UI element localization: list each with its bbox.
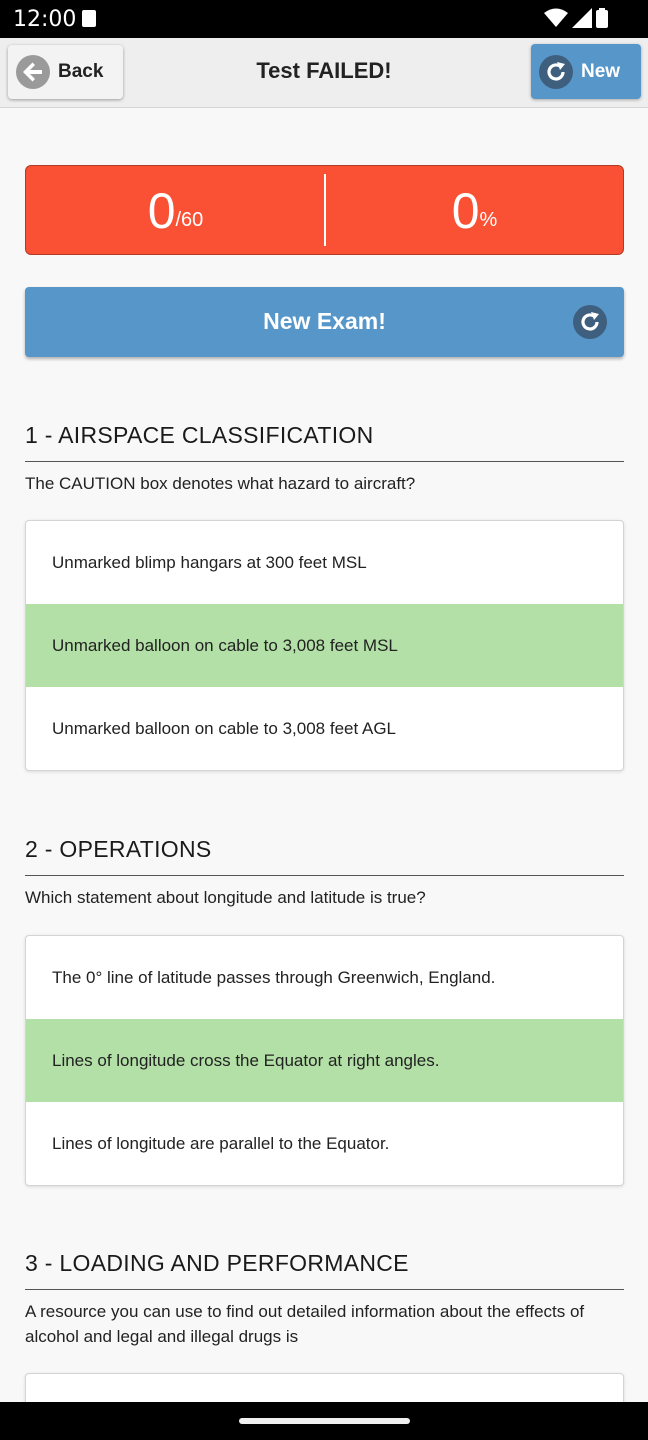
answer-option[interactable]: Unmarked balloon on cable to 3,008 feet AGL	[52, 718, 397, 738]
answer-list	[25, 935, 624, 1186]
back-label: Back	[58, 61, 104, 82]
question-text: The CAUTION box denotes what hazard to aircraft?	[25, 474, 416, 493]
wifi-icon	[544, 8, 568, 28]
divider	[25, 1289, 624, 1290]
refresh-icon	[539, 55, 573, 89]
answer-option[interactable]: Lines of longitude are parallel to the Equator.	[52, 1133, 390, 1153]
new-exam-button[interactable]	[25, 287, 624, 357]
signal-icon	[572, 8, 592, 28]
score-count	[26, 166, 325, 256]
home-gesture-handle[interactable]	[239, 1418, 410, 1424]
score-percent-block	[325, 166, 624, 256]
navigation-bar	[0, 1402, 648, 1440]
question-text: A resource you can use to find out detailed information about the effects of alcohol and legal and illegal drugs is	[25, 1302, 585, 1346]
question-heading: 3 - LOADING AND PERFORMANCE	[25, 1250, 409, 1276]
score-percent: 0	[451, 183, 480, 239]
battery-icon	[596, 8, 608, 28]
refresh-icon	[573, 305, 607, 339]
page-title: Test FAILED!	[256, 58, 392, 83]
new-button[interactable]	[531, 44, 641, 99]
status-bar	[0, 0, 648, 38]
answer-list	[25, 520, 624, 771]
divider	[25, 875, 624, 876]
score-total: /60	[175, 208, 204, 231]
status-time: 12:00	[13, 7, 77, 32]
new-label: New	[581, 60, 621, 82]
answer-option-correct[interactable]: Lines of longitude cross the Equator at right angles.	[26, 1019, 623, 1102]
score-percent-sign: %	[479, 208, 498, 231]
answer-option-correct[interactable]: Unmarked balloon on cable to 3,008 feet MSL	[26, 604, 623, 687]
divider	[25, 461, 624, 462]
question-heading: 1 - AIRSPACE CLASSIFICATION	[25, 422, 374, 448]
new-exam-label: New Exam!	[263, 308, 386, 334]
answer-option[interactable]: Unmarked blimp hangars at 300 feet MSL	[52, 552, 367, 572]
score-correct: 0	[147, 183, 176, 239]
sd-card-icon	[82, 10, 96, 27]
score-panel	[25, 165, 624, 255]
question-heading: 2 - OPERATIONS	[25, 836, 212, 862]
answer-option[interactable]: The 0° line of latitude passes through Greenwich, England.	[52, 967, 496, 987]
app-bar	[0, 38, 648, 108]
question-text: Which statement about longitude and latitude is true?	[25, 888, 426, 907]
